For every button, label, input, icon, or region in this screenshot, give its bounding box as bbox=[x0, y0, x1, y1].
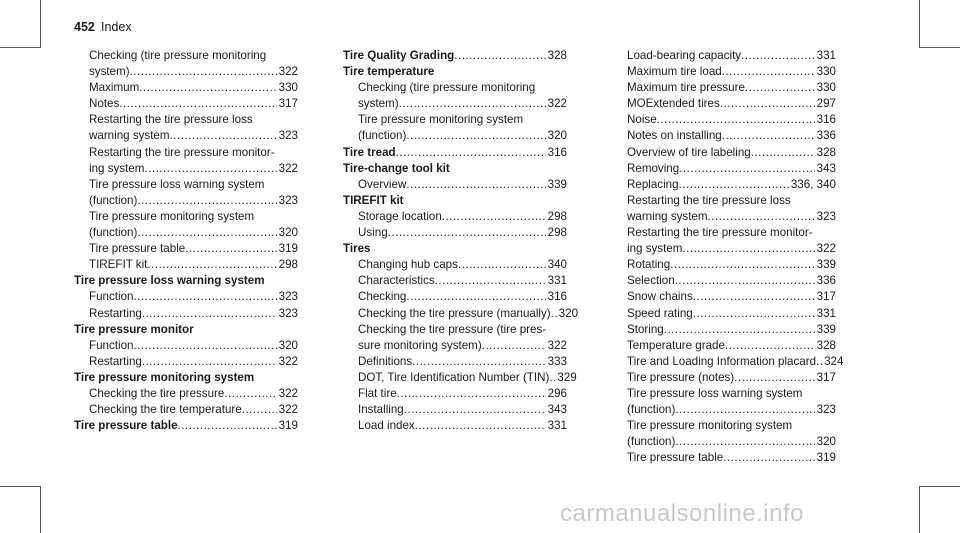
page-ref: 317 bbox=[278, 97, 298, 111]
index-entry bbox=[612, 370, 836, 386]
dot-leader bbox=[137, 225, 276, 241]
index-entry bbox=[612, 450, 836, 466]
dot-leader bbox=[442, 209, 546, 225]
index-entry bbox=[343, 418, 567, 434]
section-title: Index bbox=[101, 20, 132, 34]
dot-leader bbox=[693, 306, 815, 322]
page-number: 452 bbox=[74, 20, 95, 34]
page-ref: 330 bbox=[278, 81, 298, 95]
index-entry bbox=[74, 80, 298, 96]
entry-label: ing system bbox=[89, 161, 145, 175]
entry-label: Tire and Loading Information placard bbox=[627, 354, 817, 368]
page-ref: 339 bbox=[547, 177, 567, 191]
dot-leader bbox=[751, 145, 815, 161]
index-entry bbox=[343, 306, 579, 322]
index-entry bbox=[612, 402, 836, 418]
entry-label: Maximum tire pressure bbox=[627, 81, 745, 95]
dot-leader bbox=[745, 80, 815, 96]
dot-leader bbox=[388, 225, 546, 241]
index-entry bbox=[74, 257, 298, 273]
entry-label: warning system bbox=[89, 129, 170, 143]
page-ref: 320 bbox=[278, 338, 298, 352]
page-ref: 330 bbox=[816, 65, 836, 79]
entry-label: TIREFIT kit bbox=[89, 258, 148, 272]
page-ref: 320 bbox=[278, 226, 298, 240]
dot-leader bbox=[406, 289, 545, 305]
dot-leader bbox=[406, 128, 545, 144]
page-ref: 323 bbox=[816, 403, 836, 417]
entry-label: Function bbox=[89, 290, 134, 304]
index-entry bbox=[612, 354, 844, 370]
page-ref: 343 bbox=[816, 161, 836, 175]
entry-label: Notes bbox=[89, 97, 120, 111]
page-ref: 317 bbox=[816, 370, 836, 384]
index-heading: TIREFIT kit bbox=[343, 193, 404, 207]
dot-leader bbox=[679, 177, 789, 193]
index-entry bbox=[74, 354, 298, 370]
page-ref: 330 bbox=[816, 81, 836, 95]
crop-mark bbox=[920, 486, 960, 487]
crop-mark bbox=[920, 47, 960, 48]
entry-label: Installing bbox=[358, 403, 404, 417]
index-entry bbox=[74, 418, 298, 434]
dot-leader bbox=[130, 64, 277, 80]
index-entry bbox=[74, 402, 298, 418]
page-ref: 298 bbox=[547, 209, 567, 223]
dot-leader bbox=[435, 273, 546, 289]
entry-label: Checking bbox=[358, 290, 407, 304]
page-ref: 298 bbox=[278, 258, 298, 272]
entry-label: (function) bbox=[627, 435, 676, 449]
page-ref: 316 bbox=[816, 113, 836, 127]
crop-mark bbox=[40, 486, 41, 533]
dot-leader bbox=[185, 241, 276, 257]
entry-label: Replacing bbox=[627, 177, 679, 191]
page-ref: 320 bbox=[547, 129, 567, 143]
dot-leader bbox=[396, 145, 546, 161]
dot-leader bbox=[415, 418, 546, 434]
entry-label: MOExtended tires bbox=[627, 97, 720, 111]
dot-leader bbox=[670, 257, 814, 273]
index-entry bbox=[612, 177, 836, 193]
entry-label: Function bbox=[89, 338, 134, 352]
index-entry bbox=[74, 289, 298, 305]
index-entry bbox=[612, 306, 836, 322]
dot-leader bbox=[133, 338, 276, 354]
page-ref: 336 bbox=[816, 274, 836, 288]
index-entry bbox=[343, 354, 567, 370]
index-entry bbox=[343, 370, 577, 386]
crop-mark bbox=[40, 0, 41, 48]
entry-label: Checking the tire pressure (manually) bbox=[358, 306, 551, 320]
dot-leader bbox=[693, 289, 815, 305]
index-entry bbox=[612, 96, 836, 112]
page-ref: 323 bbox=[816, 209, 836, 223]
index-column-1 bbox=[74, 48, 298, 434]
dot-leader bbox=[170, 128, 277, 144]
index-entry bbox=[343, 177, 567, 193]
entry-label: Selection bbox=[627, 274, 675, 288]
index-entry bbox=[343, 273, 567, 289]
dot-leader bbox=[399, 96, 546, 112]
dot-leader bbox=[142, 354, 277, 370]
index-text-line: Tire pressure loss warning system bbox=[627, 386, 803, 400]
index-entry bbox=[343, 209, 567, 225]
dot-leader bbox=[722, 64, 815, 80]
page-ref: 323 bbox=[278, 193, 298, 207]
index-entry bbox=[74, 306, 298, 322]
index-entry bbox=[612, 112, 836, 128]
entry-label: (function) bbox=[89, 226, 138, 240]
index-text-line: Restarting the tire pressure monitor- bbox=[627, 226, 813, 240]
page-ref: 328 bbox=[816, 338, 836, 352]
entry-label: Rotating bbox=[627, 258, 671, 272]
index-text-line: Tire pressure monitoring system bbox=[89, 209, 255, 223]
index-heading: Tires bbox=[343, 242, 371, 256]
page-ref: 322 bbox=[278, 403, 298, 417]
entry-label: Temperature grade bbox=[627, 338, 725, 352]
entry-label: (function) bbox=[627, 403, 676, 417]
index-entry bbox=[74, 128, 298, 144]
index-heading: Tire pressure loss warning system bbox=[74, 274, 265, 288]
page-ref: 320 bbox=[558, 306, 579, 320]
page-ref: 319 bbox=[816, 451, 836, 465]
dot-leader bbox=[454, 48, 545, 64]
index-entry bbox=[612, 289, 836, 305]
entry-label: Using bbox=[358, 226, 388, 240]
dot-leader bbox=[144, 161, 276, 177]
index-entry bbox=[612, 241, 836, 257]
index-text-line: Restarting the tire pressure monitor- bbox=[89, 145, 275, 159]
index-heading: Tire temperature bbox=[343, 65, 435, 79]
entry-label: system) bbox=[358, 97, 399, 111]
page-ref: 333 bbox=[547, 354, 567, 368]
entry-label: Storing bbox=[627, 322, 664, 336]
page-ref: 343 bbox=[547, 403, 567, 417]
index-entry bbox=[612, 145, 836, 161]
dot-leader bbox=[664, 322, 815, 338]
index-heading: Tire pressure monitor bbox=[74, 322, 194, 336]
index-text-line: Checking (tire pressure monitoring bbox=[358, 81, 536, 95]
entry-label: Load-bearing capacity bbox=[627, 49, 742, 62]
dot-leader bbox=[720, 96, 815, 112]
index-text-line: Restarting the tire pressure loss bbox=[89, 113, 253, 127]
index-heading: Tire pressure monitoring system bbox=[74, 370, 255, 384]
dot-leader bbox=[458, 257, 546, 273]
index-entry bbox=[612, 273, 836, 289]
entry-label: Tire pressure table bbox=[74, 419, 178, 433]
entry-label: Tire tread bbox=[343, 145, 396, 159]
index-heading: Tire-change tool kit bbox=[343, 161, 450, 175]
entry-label: Maximum tire load bbox=[627, 65, 722, 79]
page-ref: 328 bbox=[547, 49, 567, 62]
dot-leader bbox=[675, 273, 815, 289]
entry-label: Overview bbox=[358, 177, 407, 191]
entry-label: Checking the tire pressure bbox=[89, 386, 225, 400]
index-column-2 bbox=[343, 48, 579, 434]
dot-leader bbox=[139, 80, 276, 96]
page-ref: 340 bbox=[547, 258, 567, 272]
index-entry bbox=[343, 289, 567, 305]
index-entry bbox=[343, 225, 567, 241]
dot-leader bbox=[397, 386, 546, 402]
page-ref: 331 bbox=[816, 49, 836, 62]
entry-label: (function) bbox=[89, 193, 138, 207]
index-text-line: Tire pressure monitoring system bbox=[358, 113, 524, 127]
crop-mark bbox=[0, 486, 40, 487]
page-ref: 322 bbox=[278, 354, 298, 368]
index-entry bbox=[343, 257, 567, 273]
entry-label: Tire Quality Grading bbox=[343, 49, 455, 62]
page-ref: 317 bbox=[816, 290, 836, 304]
entry-label: Removing bbox=[627, 161, 680, 175]
index-entry bbox=[74, 225, 298, 241]
index-entry bbox=[74, 241, 298, 257]
dot-leader bbox=[725, 338, 815, 354]
index-entry bbox=[343, 386, 567, 402]
index-text-line: Tire pressure loss warning system bbox=[89, 177, 265, 191]
dot-leader bbox=[178, 418, 277, 434]
index-text-line: Checking the tire pressure (tire pres- bbox=[358, 322, 547, 336]
dot-leader bbox=[404, 402, 546, 418]
entry-label: Notes on installing bbox=[627, 129, 722, 143]
entry-label: sure monitoring system) bbox=[358, 338, 482, 352]
entry-label: Load index bbox=[358, 419, 415, 433]
page-ref: 322 bbox=[278, 65, 298, 79]
dot-leader bbox=[406, 177, 545, 193]
page-ref: 319 bbox=[278, 242, 298, 256]
page-ref: 322 bbox=[278, 161, 298, 175]
page-ref: 336 bbox=[816, 129, 836, 143]
index-entry bbox=[343, 128, 567, 144]
watermark: carmanualsonline.info bbox=[560, 500, 804, 527]
entry-label: Checking the tire temperature bbox=[89, 403, 242, 417]
entry-label: Characteristics bbox=[358, 274, 435, 288]
page-ref: 339 bbox=[816, 258, 836, 272]
dot-leader bbox=[734, 370, 814, 386]
index-entry bbox=[74, 386, 298, 402]
crop-mark bbox=[919, 486, 920, 533]
dot-leader bbox=[675, 402, 814, 418]
page-ref: 298 bbox=[547, 226, 567, 240]
index-entry bbox=[343, 145, 567, 161]
page-ref: 322 bbox=[816, 242, 836, 256]
entry-label: Noise bbox=[627, 113, 657, 127]
dot-leader bbox=[137, 193, 276, 209]
index-entry bbox=[612, 434, 836, 450]
dot-leader bbox=[657, 112, 815, 128]
entry-label: Tire pressure (notes) bbox=[627, 370, 735, 384]
index-entry bbox=[612, 48, 836, 64]
dot-leader bbox=[147, 257, 276, 273]
entry-label: DOT, Tire Identification Number (TIN) bbox=[358, 370, 550, 384]
index-entry bbox=[343, 402, 567, 418]
entry-label: Tire pressure table bbox=[627, 451, 724, 465]
entry-label: (function) bbox=[358, 129, 407, 143]
dot-leader bbox=[119, 96, 276, 112]
page-ref: 328 bbox=[816, 145, 836, 159]
dot-leader bbox=[482, 338, 546, 354]
dot-leader bbox=[412, 354, 546, 370]
index-entry bbox=[343, 96, 567, 112]
entry-label: Speed rating bbox=[627, 306, 693, 320]
index-text-line: Restarting the tire pressure loss bbox=[627, 193, 791, 207]
page-ref: 331 bbox=[816, 306, 836, 320]
page-ref: 319 bbox=[278, 419, 298, 433]
index-entry bbox=[74, 96, 298, 112]
dot-leader bbox=[242, 402, 277, 418]
entry-label: Restarting bbox=[89, 306, 142, 320]
page-ref: 339 bbox=[816, 322, 836, 336]
entry-label: warning system bbox=[627, 209, 708, 223]
page-ref: 322 bbox=[278, 386, 298, 400]
entry-label: Flat tire bbox=[358, 386, 397, 400]
dot-leader bbox=[722, 128, 815, 144]
dot-leader bbox=[142, 306, 277, 322]
index-entry bbox=[74, 161, 298, 177]
entry-label: Storage location bbox=[358, 209, 442, 223]
page-ref: 320 bbox=[816, 435, 836, 449]
entry-label: Overview of tire labeling bbox=[627, 145, 751, 159]
page-ref: 316 bbox=[547, 145, 567, 159]
page-ref: 316 bbox=[547, 290, 567, 304]
page-ref: 323 bbox=[278, 306, 298, 320]
page-ref: 331 bbox=[547, 419, 567, 433]
index-entry bbox=[612, 209, 836, 225]
dot-leader bbox=[133, 289, 276, 305]
page-ref: 297 bbox=[816, 97, 836, 111]
entry-label: Restarting bbox=[89, 354, 142, 368]
entry-label: Definitions bbox=[358, 354, 413, 368]
entry-label: ing system bbox=[627, 242, 683, 256]
index-column-3 bbox=[612, 48, 844, 466]
page-ref: 329 bbox=[557, 370, 577, 384]
index-entry bbox=[612, 161, 836, 177]
entry-label: Maximum bbox=[89, 81, 140, 95]
index-entry bbox=[612, 338, 836, 354]
page-ref: 331 bbox=[547, 274, 567, 288]
index-text-line: Checking (tire pressure monitoring bbox=[89, 49, 267, 62]
dot-leader bbox=[682, 241, 814, 257]
entry-label: Changing hub caps bbox=[358, 258, 458, 272]
dot-leader bbox=[741, 48, 815, 64]
crop-mark bbox=[0, 47, 40, 48]
dot-leader bbox=[675, 434, 814, 450]
index-entry bbox=[74, 193, 298, 209]
index-entry bbox=[612, 80, 836, 96]
entry-label: Tire pressure table bbox=[89, 242, 186, 256]
dot-leader bbox=[708, 209, 815, 225]
index-entry bbox=[612, 128, 836, 144]
page-ref: 324 bbox=[824, 354, 844, 368]
dot-leader bbox=[224, 386, 276, 402]
index-entry bbox=[612, 322, 836, 338]
index-entry bbox=[612, 257, 836, 273]
index-entry bbox=[74, 64, 298, 80]
index-entry bbox=[612, 64, 836, 80]
index-entry bbox=[74, 338, 298, 354]
crop-mark bbox=[919, 0, 920, 48]
index-entry bbox=[343, 48, 567, 64]
page-ref: 336, 340 bbox=[790, 177, 836, 191]
page-ref: 296 bbox=[547, 386, 567, 400]
entry-label: system) bbox=[89, 65, 130, 79]
index-text-line: Tire pressure monitoring system bbox=[627, 419, 793, 433]
index-entry bbox=[343, 338, 567, 354]
entry-label: Snow chains bbox=[627, 290, 693, 304]
dot-leader bbox=[723, 450, 814, 466]
page-ref: 322 bbox=[547, 97, 567, 111]
page-ref: 323 bbox=[278, 129, 298, 143]
dot-leader bbox=[679, 161, 814, 177]
page-ref: 323 bbox=[278, 290, 298, 304]
page-ref: 322 bbox=[547, 338, 567, 352]
